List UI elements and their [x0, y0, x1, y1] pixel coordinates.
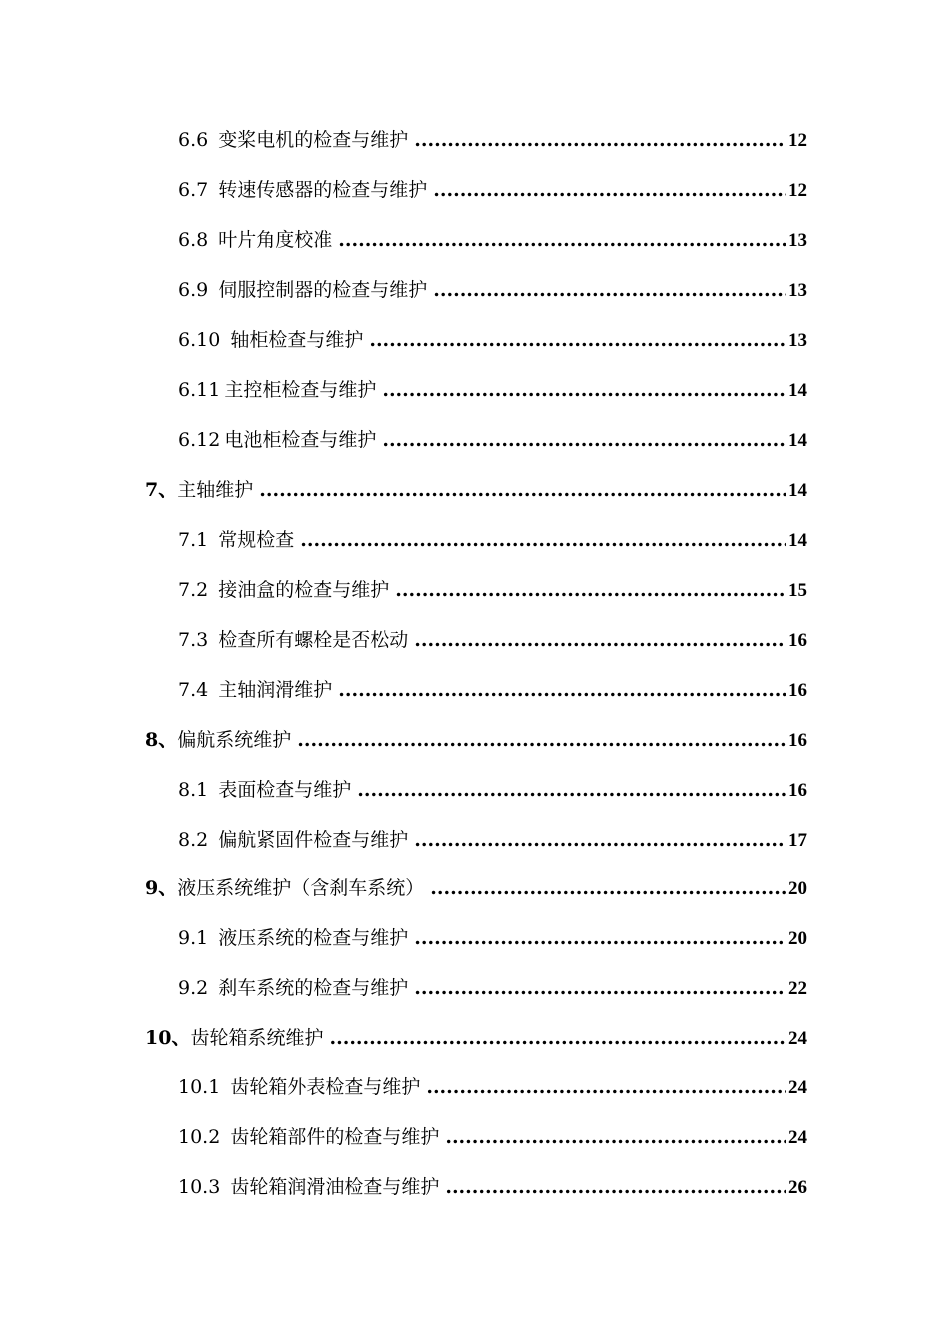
toc-leader: [382, 425, 786, 455]
toc-title: 齿轮箱系统维护: [190, 1027, 324, 1049]
toc-title: 液压系统的检查与维护: [218, 927, 409, 949]
toc-leader: [382, 375, 786, 405]
toc-title: 变桨电机的检查与维护: [218, 129, 409, 151]
toc-page: 24: [788, 1077, 807, 1098]
toc-title: 液压系统维护（含刹车系统）: [177, 877, 425, 899]
toc-leader: [369, 325, 786, 355]
toc-title: 电池柜检查与维护: [224, 429, 377, 451]
toc-page: 13: [788, 230, 807, 251]
toc-entry[interactable]: [178, 375, 807, 405]
toc-entry[interactable]: [178, 1072, 807, 1102]
toc-page: 20: [788, 878, 807, 899]
toc-chapter[interactable]: [145, 873, 807, 903]
toc-title: 转速传感器的检查与维护: [218, 179, 428, 201]
toc-number: 10.2: [178, 1126, 221, 1148]
toc-leader: [338, 225, 786, 255]
toc-page: 12: [788, 130, 807, 151]
toc-title: 常规检查: [218, 529, 295, 551]
toc-leader: [430, 873, 786, 903]
toc-entry[interactable]: [178, 923, 807, 953]
toc-title: 偏航紧固件检查与维护: [218, 829, 409, 851]
toc-page: 26: [788, 1177, 807, 1198]
toc-page: 14: [788, 380, 807, 401]
toc-number: 7.2: [178, 579, 209, 601]
toc-title: 主控柜检查与维护: [224, 379, 377, 401]
toc-chapter[interactable]: [145, 725, 807, 755]
toc-page: 20: [788, 928, 807, 949]
toc-leader: [297, 725, 786, 755]
toc-title: 齿轮箱部件的检查与维护: [230, 1126, 440, 1148]
toc-number: 9.2: [178, 977, 209, 999]
toc-page: 15: [788, 580, 807, 601]
toc-chapter[interactable]: [145, 1023, 807, 1053]
toc-page: 24: [788, 1028, 807, 1049]
toc-title: 轴柜检查与维护: [230, 329, 364, 351]
toc-page: 13: [788, 330, 807, 351]
toc-page: 14: [788, 430, 807, 451]
toc-entry[interactable]: [178, 175, 807, 205]
toc-title: 刹车系统的检查与维护: [218, 977, 409, 999]
toc-leader: [338, 675, 786, 705]
toc-entry[interactable]: [178, 625, 807, 655]
toc-leader: [414, 923, 786, 953]
toc-leader: [445, 1172, 786, 1202]
toc-leader: [433, 175, 786, 205]
toc-number: 9、: [145, 877, 178, 899]
toc-number: 6.6: [178, 129, 209, 151]
toc-leader: [426, 1072, 786, 1102]
toc-number: 6.7: [178, 179, 209, 201]
toc-title: 叶片角度校准: [218, 229, 333, 251]
toc-number: 7.3: [178, 629, 209, 651]
toc-leader: [357, 775, 786, 805]
toc-leader: [300, 525, 786, 555]
toc-title: 主轴润滑维护: [218, 679, 333, 701]
toc-page: 24: [788, 1127, 807, 1148]
toc-page: 16: [788, 680, 807, 701]
toc-leader: [395, 575, 786, 605]
toc-number: 6.12: [178, 429, 221, 451]
toc-title: 表面检查与维护: [218, 779, 352, 801]
toc-leader: [259, 475, 786, 505]
toc-page: 22: [788, 978, 807, 999]
toc-page: 12: [788, 180, 807, 201]
toc-number: 10、: [145, 1027, 191, 1049]
toc-number: 6.8: [178, 229, 209, 251]
toc-entry[interactable]: [178, 525, 807, 555]
toc-chapter[interactable]: [145, 475, 807, 505]
toc-number: 10.3: [178, 1176, 221, 1198]
toc-entry[interactable]: [178, 325, 807, 355]
toc-entry[interactable]: [178, 825, 807, 855]
toc-leader: [414, 825, 786, 855]
toc-page: 13: [788, 280, 807, 301]
toc-leader: [414, 625, 786, 655]
toc-page: 14: [788, 480, 807, 501]
toc-number: 7.1: [178, 529, 209, 551]
toc-entry[interactable]: [178, 675, 807, 705]
toc-page: 16: [788, 630, 807, 651]
toc-leader: [445, 1122, 786, 1152]
toc-entry[interactable]: [178, 775, 807, 805]
toc-entry[interactable]: [178, 1122, 807, 1152]
toc-number: 7.4: [178, 679, 209, 701]
toc-leader: [414, 125, 786, 155]
toc-title: 伺服控制器的检查与维护: [218, 279, 428, 301]
toc-title: 齿轮箱润滑油检查与维护: [230, 1176, 440, 1198]
toc-number: 6.11: [178, 379, 221, 401]
toc-page: 16: [788, 730, 807, 751]
toc-entry[interactable]: [178, 275, 807, 305]
toc-leader: [433, 275, 786, 305]
toc-title: 齿轮箱外表检查与维护: [230, 1076, 421, 1098]
toc-leader: [329, 1023, 786, 1053]
toc-entry[interactable]: [178, 425, 807, 455]
toc-entry[interactable]: [178, 575, 807, 605]
toc-title: 主轴维护: [177, 479, 254, 501]
toc-entry[interactable]: [178, 973, 807, 1003]
toc-entry[interactable]: [178, 225, 807, 255]
toc-number: 9.1: [178, 927, 209, 949]
toc-title: 检查所有螺栓是否松动: [218, 629, 409, 651]
toc-page: 17: [788, 830, 807, 851]
toc-page: 14: [788, 530, 807, 551]
toc-number: 6.10: [178, 329, 221, 351]
toc-number: 8、: [145, 729, 178, 751]
toc-number: 10.1: [178, 1076, 221, 1098]
toc-title: 接油盒的检查与维护: [218, 579, 390, 601]
toc-title: 偏航系统维护: [177, 729, 292, 751]
toc-page: 16: [788, 780, 807, 801]
toc-entry[interactable]: [178, 125, 807, 155]
toc-number: 8.2: [178, 829, 209, 851]
toc-number: 8.1: [178, 779, 209, 801]
toc-number: 6.9: [178, 279, 209, 301]
toc-leader: [414, 973, 786, 1003]
toc-number: 7、: [145, 479, 178, 501]
toc-entry[interactable]: [178, 1172, 807, 1202]
